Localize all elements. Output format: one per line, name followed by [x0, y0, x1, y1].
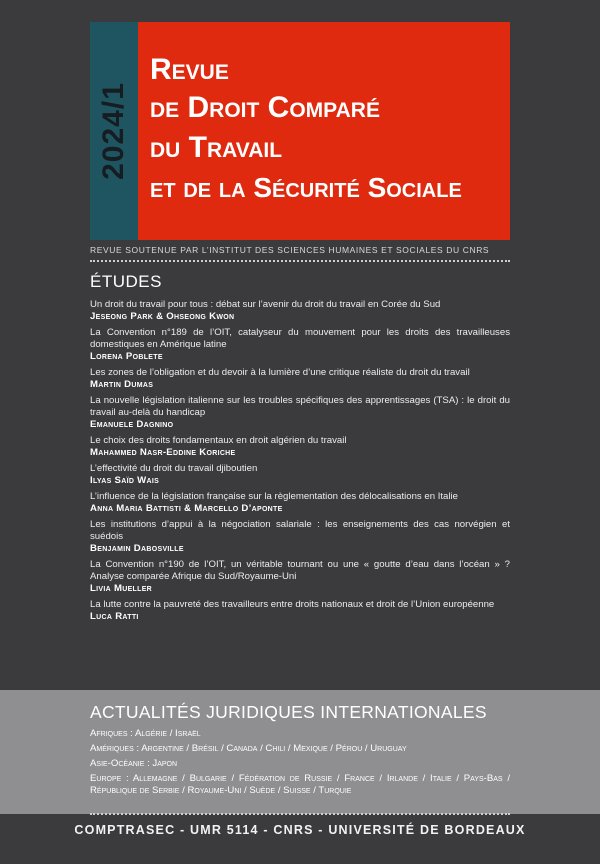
article-title: La lutte contre la pauvreté des travailleurs entre droits nationaux et droit de l’Union européenne [90, 599, 495, 610]
region-line: Europe : Allemagne / Bulgarie / Fédération de Russie / France / Irlande / Italie / Pays-Bas / République de Serbie / Royaume-Uni / Suède / Suisse / Turquie [90, 773, 510, 796]
dotted-divider [90, 260, 510, 262]
article-item [90, 491, 510, 515]
etudes-heading: ÉTUDES [90, 272, 162, 291]
article-item [90, 327, 510, 363]
article-title: La Convention n°189 de l’OIT, catalyseur du mouvement pour les droits des travailleuses domestiques en Amérique latine [90, 327, 510, 350]
journal-title-line-1: Revue [150, 53, 229, 86]
article-title: La Convention n°190 de l’OIT, un véritable tournant ou une « goutte d’eau dans l’océan » ? Analyse comparée Afrique du Sud/Royaume-Uni [90, 559, 510, 582]
article-authors: Martin Dumas [90, 379, 154, 390]
article-title: La nouvelle législation italienne sur les troubles spécifiques des apprentissages (TSA) : le droit du travail au-delà du handicap [90, 395, 510, 418]
article-authors: Jeseong Park & Ohseong Kwon [90, 311, 235, 322]
region-line: Afriques : Algérie / Israël [90, 728, 201, 739]
region-list [90, 728, 510, 800]
article-authors: Luca Ratti [90, 611, 139, 622]
journal-title-block [138, 22, 510, 240]
article-list [90, 299, 510, 627]
article-title: Les zones de l’obligation et du devoir à la lumière d’une critique réaliste du droit du travail [90, 367, 470, 378]
journal-title-line-4: et de la Sécurité Sociale [150, 172, 462, 203]
article-authors: Ilyas Saïd Wais [90, 475, 160, 486]
article-authors: Anna Maria Battisti & Marcello D’aponte [90, 503, 283, 514]
article-title: Les institutions d’appui à la négociation salariale : les enseignements des cas norvégien et suédois [90, 519, 510, 542]
region-line: Asie-Océanie : Japon [90, 758, 178, 769]
article-title: Un droit du travail pour tous : débat sur l’avenir du droit du travail en Corée du Sud [90, 299, 441, 310]
article-title: Le choix des droits fondamentaux en droit algérien du travail [90, 435, 347, 446]
issue-year: 2024/1 [97, 82, 131, 180]
support-statement: REVUE SOUTENUE PAR L’INSTITUT DES SCIENCES HUMAINES ET SOCIALES DU CNRS [90, 245, 490, 255]
article-item [90, 559, 510, 595]
article-authors: Benjamin Dabosville [90, 543, 184, 554]
article-item [90, 367, 510, 391]
article-title: L’influence de la législation française sur la règlementation des délocalisations en Italie [90, 491, 458, 502]
article-authors: Lorena Poblete [90, 351, 163, 362]
article-authors: Livia Mueller [90, 583, 153, 594]
article-title: L’effectivité du droit du travail djiboutien [90, 463, 258, 474]
journal-title-line-2: de Droit Comparé [150, 91, 380, 124]
publisher-footer: COMPTRASEC - UMR 5114 - CNRS - UNIVERSITÉ DE BORDEAUX [74, 823, 526, 837]
article-item [90, 519, 510, 555]
region-line: Amériques : Argentine / Brésil / Canada / Chili / Mexique / Pérou / Uruguay [90, 743, 407, 754]
actualites-heading: ACTUALITÉS JURIDIQUES INTERNATIONALES [90, 702, 487, 722]
article-item [90, 299, 510, 323]
article-item [90, 395, 510, 431]
dotted-divider [90, 813, 510, 815]
article-authors: Mahammed Nasr-Eddine Koriche [90, 447, 236, 458]
article-authors: Emanuele Dagnino [90, 419, 174, 430]
journal-title-line-3: du Travail [150, 131, 283, 164]
article-item [90, 463, 510, 487]
article-item [90, 599, 510, 623]
article-item [90, 435, 510, 459]
